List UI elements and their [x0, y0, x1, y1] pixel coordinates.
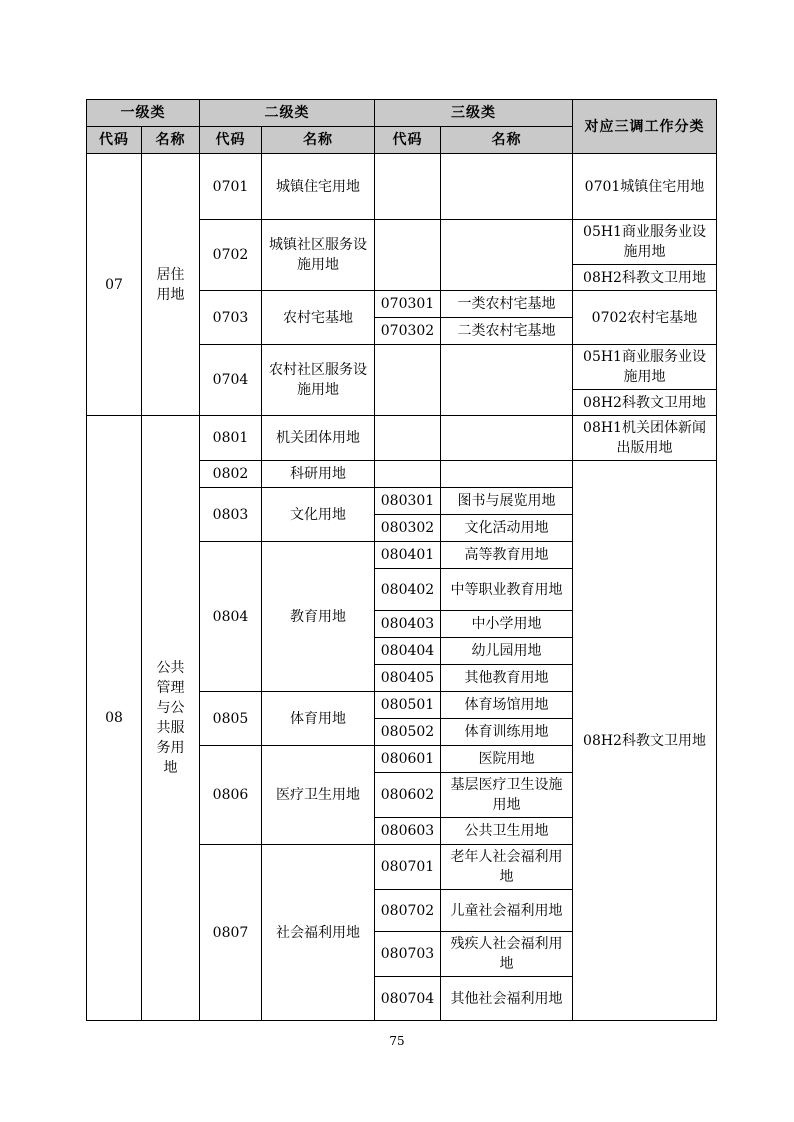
level3-code: 080701 [375, 845, 441, 890]
level2-name: 农村宅基地 [262, 291, 375, 345]
header-name: 名称 [441, 127, 573, 154]
level2-name: 农村社区服务设施用地 [262, 345, 375, 416]
header-level1: 一级类 [87, 100, 200, 127]
group-name: 居住用地 [142, 154, 200, 416]
level3-code: 080702 [375, 890, 441, 932]
level3-code: 080302 [375, 515, 441, 542]
level2-name: 体育用地 [262, 692, 375, 746]
level2-name: 科研用地 [262, 461, 375, 488]
level3-name: 基层医疗卫生设施用地 [441, 773, 573, 818]
level3-code: 080404 [375, 638, 441, 665]
level3-code: 080501 [375, 692, 441, 719]
level3-code: 080502 [375, 719, 441, 746]
level2-name: 城镇社区服务设施用地 [262, 220, 375, 291]
level3-name: 医院用地 [441, 746, 573, 773]
header-code: 代码 [87, 127, 142, 154]
header-level3: 三级类 [375, 100, 573, 127]
level2-code: 0803 [200, 488, 262, 542]
level3-name [441, 154, 573, 220]
level3-name [441, 220, 573, 291]
level3-name [441, 461, 573, 488]
level2-name: 机关团体用地 [262, 416, 375, 461]
level3-code: 080602 [375, 773, 441, 818]
level3-code: 080703 [375, 932, 441, 977]
level3-name: 中等职业教育用地 [441, 569, 573, 611]
header-survey: 对应三调工作分类 [573, 100, 717, 154]
level3-code: 080401 [375, 542, 441, 569]
land-classification-table [86, 99, 717, 1021]
survey-cell: 05H1商业服务业设施用地 [573, 345, 717, 390]
level2-code: 0704 [200, 345, 262, 416]
level3-code: 080603 [375, 818, 441, 845]
level3-name: 二类农村宅基地 [441, 318, 573, 345]
level3-code: 080402 [375, 569, 441, 611]
level2-code: 0805 [200, 692, 262, 746]
level3-name: 公共卫生用地 [441, 818, 573, 845]
level3-code [375, 220, 441, 291]
level3-code [375, 416, 441, 461]
header-name: 名称 [142, 127, 200, 154]
level2-name: 城镇住宅用地 [262, 154, 375, 220]
level3-code: 080403 [375, 611, 441, 638]
level3-name: 一类农村宅基地 [441, 291, 573, 318]
header-code: 代码 [375, 127, 441, 154]
level3-name: 老年人社会福利用地 [441, 845, 573, 890]
level3-code [375, 461, 441, 488]
survey-cell: 05H1商业服务业设施用地 [573, 220, 717, 265]
level2-name: 社会福利用地 [262, 845, 375, 1021]
survey-cell: 08H1机关团体新闻出版用地 [573, 416, 717, 461]
level3-code [375, 345, 441, 416]
level3-name: 儿童社会福利用地 [441, 890, 573, 932]
level2-code: 0703 [200, 291, 262, 345]
level2-code: 0702 [200, 220, 262, 291]
level3-name [441, 345, 573, 416]
survey-cell: 08H2科教文卫用地 [573, 390, 717, 416]
level3-name: 其他教育用地 [441, 665, 573, 692]
level3-code: 080601 [375, 746, 441, 773]
survey-cell: 0702农村宅基地 [573, 291, 717, 345]
level3-name: 体育训练用地 [441, 719, 573, 746]
level3-name: 体育场馆用地 [441, 692, 573, 719]
level3-code: 080405 [375, 665, 441, 692]
level2-code: 0807 [200, 845, 262, 1021]
group-name: 公共管理与公共服务用地 [142, 416, 200, 1021]
level3-name: 幼儿园用地 [441, 638, 573, 665]
level2-name: 医疗卫生用地 [262, 746, 375, 845]
level3-code: 080704 [375, 977, 441, 1021]
level3-code [375, 154, 441, 220]
level3-name: 图书与展览用地 [441, 488, 573, 515]
group-code: 07 [87, 154, 142, 416]
survey-cell: 08H2科教文卫用地 [573, 265, 717, 291]
level2-code: 0802 [200, 461, 262, 488]
level3-code: 080301 [375, 488, 441, 515]
level3-code: 070301 [375, 291, 441, 318]
header-name: 名称 [262, 127, 375, 154]
level2-code: 0701 [200, 154, 262, 220]
level3-name: 中小学用地 [441, 611, 573, 638]
level3-code: 070302 [375, 318, 441, 345]
level3-name: 其他社会福利用地 [441, 977, 573, 1021]
level2-code: 0801 [200, 416, 262, 461]
header-level2: 二级类 [200, 100, 375, 127]
level2-name: 文化用地 [262, 488, 375, 542]
page-number: 75 [389, 1034, 405, 1048]
survey-cell: 0701城镇住宅用地 [573, 154, 717, 220]
group-code: 08 [87, 416, 142, 1021]
level3-name: 高等教育用地 [441, 542, 573, 569]
level3-name [441, 416, 573, 461]
level3-name: 文化活动用地 [441, 515, 573, 542]
survey-cell: 08H2科教文卫用地 [573, 461, 717, 1021]
header-code: 代码 [200, 127, 262, 154]
level2-name: 教育用地 [262, 542, 375, 692]
level2-code: 0804 [200, 542, 262, 692]
level2-code: 0806 [200, 746, 262, 845]
level3-name: 残疾人社会福利用地 [441, 932, 573, 977]
